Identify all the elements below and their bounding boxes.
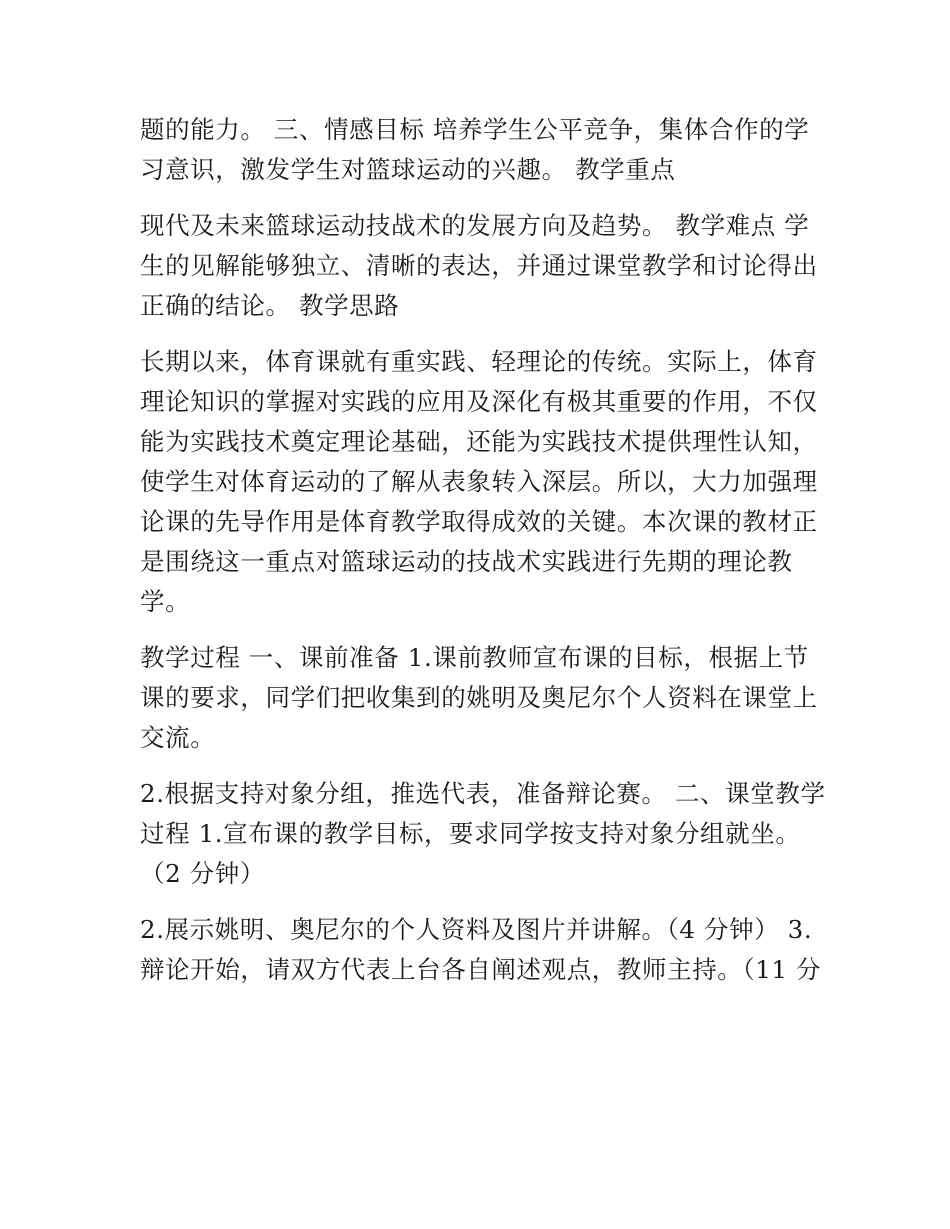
text-line: 2.根据支持对象分组，推选代表，准备辩论赛。 二、课堂教学 xyxy=(140,779,826,808)
text-line: 长期以来，体育课就有重实践、轻理论的传统。实际上，体育 xyxy=(140,347,818,376)
document-body xyxy=(140,110,826,990)
text-line: 是围绕这一重点对篮球运动的技战术实践进行先期的理论教 xyxy=(140,547,793,576)
text-line: 现代及未来篮球运动技战术的发展方向及趋势。 教学难点 学 xyxy=(140,211,810,240)
text-line: 课的要求，同学们把收集到的姚明及奥尼尔个人资料在课堂上 xyxy=(140,683,818,712)
text-line: （2 分钟） xyxy=(140,859,265,888)
text-line: 能为实践技术奠定理论基础，还能为实践技术提供理性认知， xyxy=(140,427,818,456)
text-line: 过程 1.宣布课的教学目标，要求同学按支持对象分组就坐。 xyxy=(140,819,801,848)
text-line: 辩论开始，请双方代表上台各自阐述观点，教师主持。（11 分 xyxy=(140,955,822,984)
text-line: 学。 xyxy=(140,587,191,616)
text-line: 习意识，激发学生对篮球运动的兴趣。 教学重点 xyxy=(140,155,676,184)
text-line: 论课的先导作用是体育教学取得成效的关键。本次课的教材正 xyxy=(140,507,818,536)
text-line: 正确的结论。 教学思路 xyxy=(140,291,400,320)
text-line: 理论知识的掌握对实践的应用及深化有极其重要的作用，不仅 xyxy=(140,387,818,416)
text-line: 生的见解能够独立、清晰的表达，并通过课堂教学和讨论得出 xyxy=(140,251,818,280)
text-line: 题的能力。 三、情感目标 培养学生公平竞争，集体合作的学 xyxy=(140,115,810,144)
text-line: 使学生对体育运动的了解从表象转入深层。所以，大力加强理 xyxy=(140,467,818,496)
text-line: 交流。 xyxy=(140,723,216,752)
text-line: 2.展示姚明、奥尼尔的个人资料及图片并讲解。（4 分钟） 3. xyxy=(140,915,813,944)
text-line: 教学过程 一、课前准备 1.课前教师宣布课的目标，根据上节 xyxy=(140,643,809,672)
